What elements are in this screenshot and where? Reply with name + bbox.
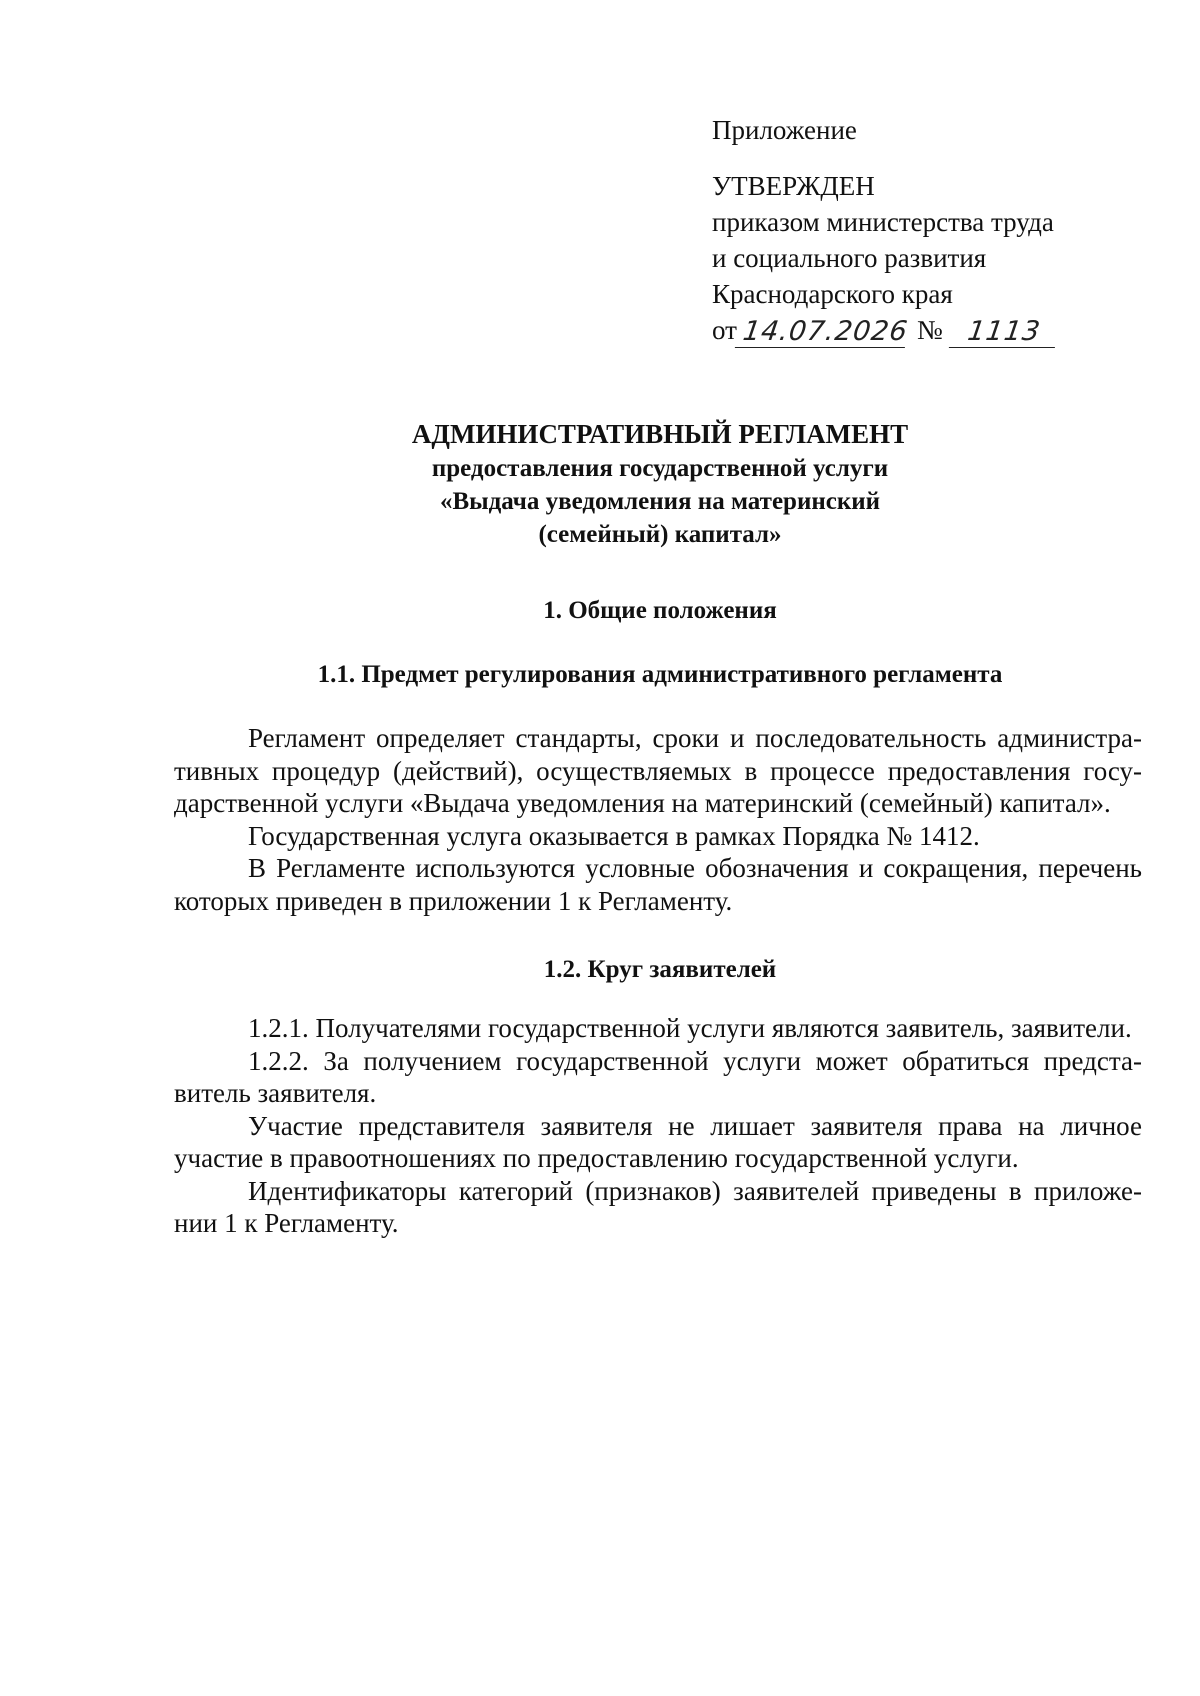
subsection-heading-subject: 1.1. Предмет регулирования административного регламента xyxy=(317,661,1003,688)
date-prefix: от xyxy=(712,315,737,345)
section-heading-general: 1. Общие положения xyxy=(543,597,777,624)
document-title xyxy=(130,416,1190,551)
title-line-3: «Выдача уведомления на материнский xyxy=(439,488,881,515)
approval-order-line: приказом министерства труда xyxy=(712,207,1054,237)
title-line-1: АДМИНИСТРАТИВНЫЙ РЕГЛАМЕНТ xyxy=(411,419,909,449)
section-1-1-text xyxy=(174,722,1142,917)
appendix-label: Приложение xyxy=(712,115,857,145)
subsection-heading-applicants: 1.2. Круг заявителей xyxy=(543,956,777,983)
paragraph: Идентификаторы категорий (признаков) заявителей приведены в приложении 1 к Регламенту. xyxy=(174,1175,1142,1238)
paragraph: Регламент определяет стандарты, сроки и последовательность административных процедур (действий), осуществляемых в процессе предоставления государственной услуги «Выдача уведомления на материнский (семейный) капитал». xyxy=(174,723,1142,818)
handwritten-number: 1113 xyxy=(949,317,1059,348)
paragraph: В Регламенте используются условные обозначения и сокращения, перечень которых приведен в приложении 1 к Регламенту. xyxy=(174,853,1142,916)
title-line-4: (семейный) капитал» xyxy=(538,521,782,548)
number-sign: № xyxy=(916,315,943,345)
paragraph: Государственная услуга оказывается в рамках Порядка № 1412. xyxy=(248,820,980,851)
section-1-2-text xyxy=(174,1012,1142,1240)
handwritten-date: 14.07.2026 xyxy=(735,317,909,348)
approval-region-line: Краснодарского края xyxy=(712,279,953,309)
approval-block xyxy=(712,112,1057,348)
approval-ministry-line: и социального развития xyxy=(712,243,987,273)
order-date-number-line xyxy=(712,312,1057,348)
title-line-2: предоставления государственной услуги xyxy=(431,455,889,482)
approved-label: УТВЕРЖДЕН xyxy=(712,171,875,201)
paragraph: 1.2.2. За получением государственной услуги может обратиться представитель заявителя. xyxy=(174,1045,1142,1108)
paragraph: 1.2.1. Получателями государственной услуги являются заявитель, заявители. xyxy=(248,1013,1132,1043)
paragraph: Участие представителя заявителя не лишает заявителя права на личное участие в правоотношениях по предоставлению государственной услуги. xyxy=(174,1110,1142,1173)
